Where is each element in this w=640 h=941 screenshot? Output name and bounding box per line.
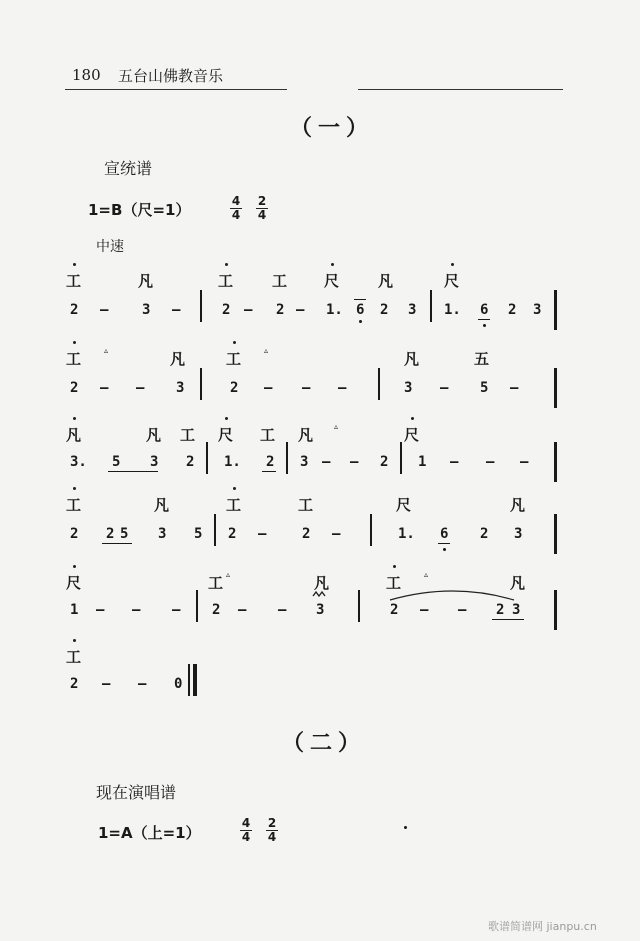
gongche-gong: 工 <box>272 272 288 290</box>
note: 3 <box>512 602 521 618</box>
gongche-gong: 工 <box>226 494 241 515</box>
note: 6 <box>440 526 449 542</box>
note: 1 <box>70 602 79 618</box>
note: 2 <box>186 454 195 470</box>
underline <box>354 299 366 300</box>
note: 1 <box>418 454 427 470</box>
barline <box>286 442 288 474</box>
time-signature-4-4 <box>240 818 252 843</box>
dash: — <box>258 526 267 542</box>
gongche-gong: 工 <box>298 496 314 514</box>
dash: — <box>440 380 449 396</box>
dash: — <box>296 302 305 318</box>
note: 3 <box>142 302 151 318</box>
dash: — <box>136 380 145 396</box>
barline <box>554 290 557 330</box>
gongche-gong: 工 <box>386 572 401 593</box>
gongche-fan: 凡 <box>314 574 330 592</box>
book-title: 五台山佛教音乐 <box>118 67 224 85</box>
barline <box>554 590 557 630</box>
dash: — <box>244 302 253 318</box>
underline <box>492 619 524 620</box>
dash: — <box>520 454 529 470</box>
note: 5 <box>112 454 121 470</box>
note: 3 <box>404 380 413 396</box>
header-rule-right <box>358 89 563 90</box>
note: 2 <box>228 526 237 542</box>
gongche-gong: 工 <box>66 348 81 369</box>
gongche-fan: 凡 <box>404 350 420 368</box>
gongche-gong: 工 <box>66 270 81 291</box>
barline <box>358 590 360 622</box>
barline <box>554 514 557 554</box>
section-two-title: （二） <box>282 730 367 756</box>
note: 2 <box>276 302 285 318</box>
note: 5 <box>480 380 489 396</box>
notation-name-current: 现在演唱谱 <box>96 783 177 802</box>
note: 6 <box>356 302 365 318</box>
gongche-fan: 凡 <box>378 272 394 290</box>
gongche-fan: 凡 <box>510 574 526 592</box>
note: 3 <box>533 302 542 318</box>
gongche-gong: 工 <box>180 426 196 444</box>
gongche-fan: 凡 <box>66 424 81 445</box>
note: 3 <box>316 602 325 618</box>
section-one-title: （一） <box>290 115 375 141</box>
watermark: 歌谱简谱网 jianpu.cn <box>488 920 597 933</box>
note: 1. <box>326 302 343 318</box>
barline <box>206 442 208 474</box>
dash: — <box>510 380 519 396</box>
gongche-wu: 五 <box>474 350 490 368</box>
gongche-fan: 凡 <box>510 496 526 514</box>
barline <box>430 290 432 322</box>
dash: — <box>450 454 459 470</box>
trill-mark <box>312 590 328 598</box>
note: 2 <box>70 676 79 692</box>
note: 2 <box>266 454 275 470</box>
dash: — <box>322 454 331 470</box>
gongche-gong: 工 <box>226 348 241 369</box>
note: 5 <box>120 526 129 542</box>
note: 2 <box>70 380 79 396</box>
low-octave-dot <box>359 320 362 323</box>
dash: — <box>420 602 429 618</box>
gongche-chi: 尺 <box>444 270 459 291</box>
final-barline-thick <box>193 664 197 696</box>
triangle-mark: ▵ <box>264 346 269 355</box>
meter-bottom: 4 <box>241 830 251 844</box>
dash: — <box>172 602 181 618</box>
key-signature: 1=A（上=1） <box>98 824 201 842</box>
dash: — <box>100 380 109 396</box>
barline <box>400 442 402 474</box>
dash: — <box>138 676 147 692</box>
time-signature-2-4 <box>256 196 268 221</box>
note: 3 <box>300 454 309 470</box>
barline <box>196 590 198 622</box>
dash: — <box>238 602 247 618</box>
triangle-mark: ▵ <box>226 570 231 579</box>
barline <box>200 290 202 322</box>
meter-top: 4 <box>241 816 251 830</box>
note: 1. <box>224 454 241 470</box>
note: 2 <box>496 602 505 618</box>
meter-top: 4 <box>231 194 241 208</box>
underline <box>438 543 450 544</box>
note: 3. <box>70 454 87 470</box>
dash: — <box>458 602 467 618</box>
dash: — <box>100 302 109 318</box>
triangle-mark: ▵ <box>334 422 339 431</box>
barline <box>378 368 380 400</box>
gongche-fan: 凡 <box>170 350 186 368</box>
dash: — <box>102 676 111 692</box>
dash: — <box>264 380 273 396</box>
key-signature: 1=B（尺=1） <box>88 201 191 219</box>
note: 3 <box>408 302 417 318</box>
note: 1. <box>398 526 415 542</box>
gongche-fan: 凡 <box>138 272 154 290</box>
time-signature-4-4 <box>230 196 242 221</box>
note: 2 <box>508 302 517 318</box>
gongche-chi: 尺 <box>324 270 339 291</box>
underline <box>262 471 276 472</box>
note: 2 <box>302 526 311 542</box>
rest: 0 <box>174 676 183 692</box>
gongche-fan: 凡 <box>298 426 314 444</box>
note: 1. <box>444 302 461 318</box>
underline <box>108 471 158 472</box>
note: 2 <box>230 380 239 396</box>
gongche-gong: 工 <box>260 426 276 444</box>
meter-bottom: 4 <box>257 208 267 222</box>
dash: — <box>332 526 341 542</box>
note: 2 <box>222 302 231 318</box>
underline <box>478 319 490 320</box>
gongche-chi: 尺 <box>66 572 81 593</box>
note: 2 <box>106 526 115 542</box>
time-signature-2-4 <box>266 818 278 843</box>
notation-name-xuantong: 宣统谱 <box>104 159 153 178</box>
low-octave-dot <box>483 324 486 327</box>
note: 5 <box>194 526 203 542</box>
dash: — <box>486 454 495 470</box>
gongche-chi: 尺 <box>404 424 419 445</box>
barline <box>214 514 216 546</box>
note: 2 <box>480 526 489 542</box>
barline <box>554 368 557 408</box>
note: 3 <box>158 526 167 542</box>
gongche-gong: 工 <box>66 646 81 667</box>
gongche-gong: 工 <box>208 574 224 592</box>
gongche-fan: 凡 <box>154 496 170 514</box>
dash: — <box>172 302 181 318</box>
dash: — <box>302 380 311 396</box>
note: 2 <box>390 602 399 618</box>
triangle-mark: ▵ <box>104 346 109 355</box>
note: 2 <box>70 526 79 542</box>
dash: — <box>278 602 287 618</box>
barline <box>370 514 372 546</box>
gongche-chi: 尺 <box>218 424 233 445</box>
meter-bottom: 4 <box>267 830 277 844</box>
dash: — <box>96 602 105 618</box>
note: 6 <box>480 302 489 318</box>
note: 3 <box>176 380 185 396</box>
barline <box>200 368 202 400</box>
barline <box>554 442 557 482</box>
underline <box>102 543 132 544</box>
gongche-fan: 凡 <box>146 426 162 444</box>
meter-top: 2 <box>257 194 267 208</box>
note: 3 <box>514 526 523 542</box>
note: 2 <box>70 302 79 318</box>
meter-top: 2 <box>267 816 277 830</box>
stray-dot <box>404 826 407 829</box>
note: 2 <box>212 602 221 618</box>
low-octave-dot <box>443 548 446 551</box>
note: 3 <box>150 454 159 470</box>
triangle-mark: ▵ <box>424 570 429 579</box>
page-number: 180 <box>72 66 101 84</box>
dash: — <box>338 380 347 396</box>
gongche-gong: 工 <box>218 270 233 291</box>
header-rule-left <box>65 89 287 90</box>
dash: — <box>350 454 359 470</box>
note: 2 <box>380 454 389 470</box>
meter-bottom: 4 <box>231 208 241 222</box>
tempo-marking: 中速 <box>96 239 124 255</box>
final-barline-thin <box>188 664 190 696</box>
dash: — <box>132 602 141 618</box>
gongche-chi: 尺 <box>396 496 412 514</box>
note: 2 <box>380 302 389 318</box>
gongche-gong: 工 <box>66 494 81 515</box>
